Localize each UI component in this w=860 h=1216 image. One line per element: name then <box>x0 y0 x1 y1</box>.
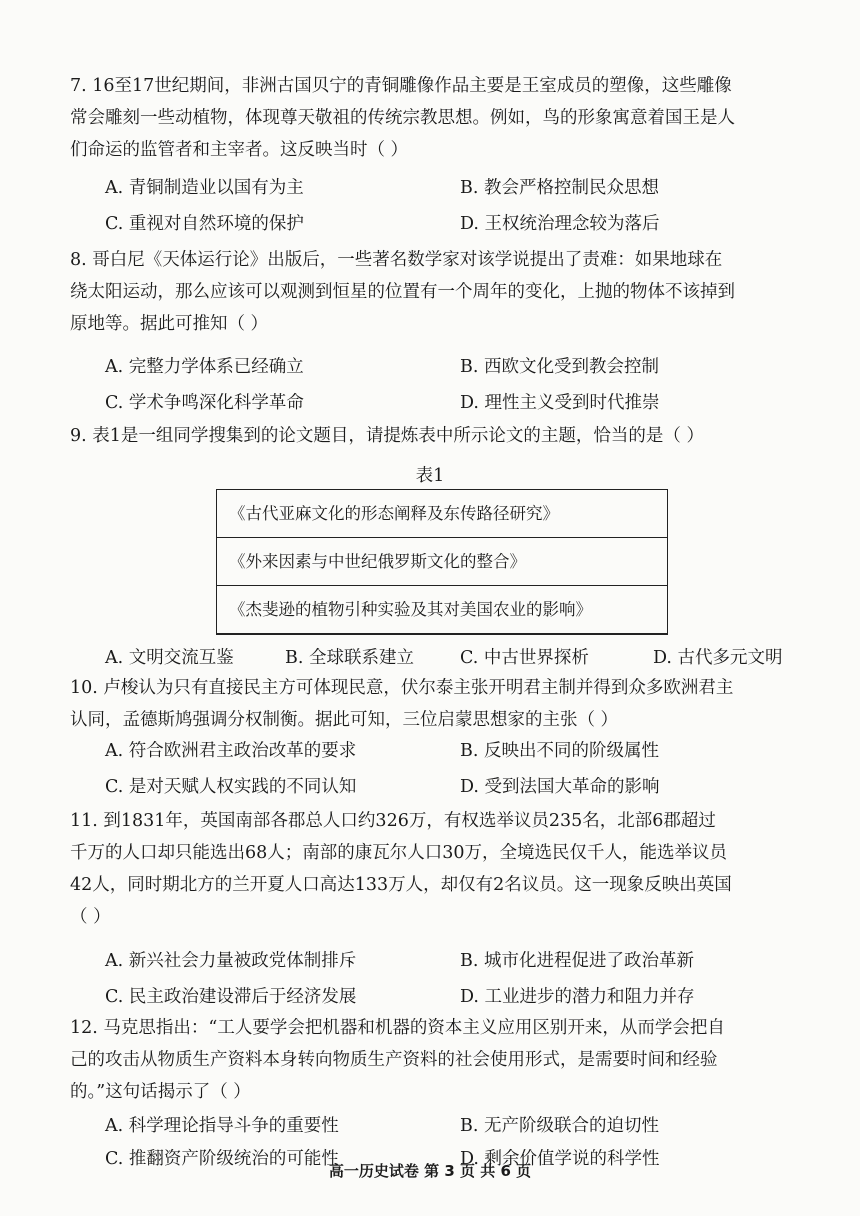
question-text-line: 12. 马克思指出：“工人要学会把机器和机器的资本主义应用区别开来，从而学会把自 <box>70 1018 725 1038</box>
paper-titles-table <box>216 489 668 635</box>
option-d[interactable]: D. 王权统治理念较为落后 <box>460 214 660 234</box>
question-7-options <box>105 172 825 244</box>
table-row: 《外来因素与中世纪俄罗斯文化的整合》 <box>217 538 667 586</box>
option-a[interactable]: A. 青铜制造业以国有为主 <box>105 178 304 198</box>
question-7 <box>70 70 815 166</box>
question-text-line: 11. 到1831年，英国南部各郡总人口约326万，有权选举议员235名，北部6郡超过 <box>70 811 716 831</box>
option-b[interactable]: B. 全球联系建立 <box>285 648 414 668</box>
table-caption: 表1 <box>415 466 445 486</box>
option-c[interactable]: C. 学术争鸣深化科学革命 <box>105 393 304 413</box>
table-row: 《杰斐逊的植物引种实验及其对美国农业的影响》 <box>229 600 592 619</box>
option-b[interactable]: B. 无产阶级联合的迫切性 <box>460 1116 659 1136</box>
question-text-line: 己的攻击从物质生产资料本身转向物质生产资料的社会使用形式，是需要时间和经验 <box>70 1050 718 1070</box>
question-text-line: 的。”这句话揭示了（ ） <box>70 1082 251 1102</box>
question-8 <box>70 244 815 340</box>
option-c[interactable]: C. 是对天赋人权实践的不同认知 <box>105 777 357 797</box>
option-a[interactable]: A. 文明交流互鉴 <box>105 648 234 668</box>
option-b[interactable]: B. 西欧文化受到教会控制 <box>460 357 659 377</box>
option-d[interactable]: D. 工业进步的潜力和阻力并存 <box>460 987 695 1007</box>
option-d[interactable]: D. 剩余价值学说的科学性 <box>460 1149 660 1169</box>
question-12 <box>70 1012 815 1108</box>
table-row: 《古代亚麻文化的形态阐释及东传路径研究》 <box>217 490 667 538</box>
option-d[interactable]: D. 古代多元文明 <box>653 648 783 668</box>
option-c[interactable]: C. 中古世界探析 <box>460 648 589 668</box>
option-c[interactable]: C. 推翻资产阶级统治的可能性 <box>105 1149 339 1169</box>
question-text-line: 7. 16至17世纪期间，非洲古国贝宁的青铜雕像作品主要是王室成员的塑像，这些雕像 <box>70 76 732 96</box>
option-c[interactable]: C. 重视对自然环境的保护 <box>105 214 304 234</box>
question-text-line: 常会雕刻一些动植物，体现尊天敬祖的传统宗教思想。例如，鸟的形象寓意着国王是人 <box>70 108 735 128</box>
page-footer: 高一历史试卷 第 3 页 共 6 页 <box>328 1162 532 1180</box>
option-d[interactable]: D. 受到法国大革命的影响 <box>460 777 660 797</box>
question-10-options <box>105 735 825 807</box>
question-8-options <box>105 351 825 423</box>
option-b[interactable]: B. 教会严格控制民众思想 <box>460 178 659 198</box>
question-text-line: （ ） <box>70 907 111 927</box>
question-9 <box>70 420 815 452</box>
question-11-options <box>105 945 825 1017</box>
question-text-line: 10. 卢梭认为只有直接民主方可体现民意，伏尔泰主张开明君主制并得到众多欧洲君主 <box>70 678 734 698</box>
option-a[interactable]: A. 新兴社会力量被政党体制排斥 <box>105 951 357 971</box>
question-text-line: 千万的人口却只能选出68人；南部的康瓦尔人口30万，全境选民仅千人，能选举议员 <box>70 843 728 863</box>
option-a[interactable]: A. 符合欧洲君主政治改革的要求 <box>105 741 357 761</box>
option-d[interactable]: D. 理性主义受到时代推崇 <box>460 393 660 413</box>
option-c[interactable]: C. 民主政治建设滞后于经济发展 <box>105 987 357 1007</box>
question-text-line: 绕太阳运动，那么应该可以观测到恒星的位置有一个周年的变化，上抛的物体不该掉到 <box>70 282 735 302</box>
option-a[interactable]: A. 完整力学体系已经确立 <box>105 357 304 377</box>
option-b[interactable]: B. 反映出不同的阶级属性 <box>460 741 659 761</box>
option-a[interactable]: A. 科学理论指导斗争的重要性 <box>105 1116 339 1136</box>
question-text-line: 原地等。据此可推知（ ） <box>70 314 269 334</box>
question-text-line: 8. 哥白尼《天体运行论》出版后，一些著名数学家对该学说提出了责难：如果地球在 <box>70 250 723 270</box>
question-text-line: 们命运的监管者和主宰者。这反映当时（ ） <box>70 140 409 160</box>
question-11 <box>70 805 815 933</box>
question-text-line: 42人，同时期北方的兰开夏人口高达133万人，却仅有2名议员。这一现象反映出英国 <box>70 875 732 895</box>
question-10 <box>70 672 815 736</box>
question-text-line: 认同，孟德斯鸠强调分权制衡。据此可知，三位启蒙思想家的主张（ ） <box>70 710 619 730</box>
question-text-line: 9. 表1是一组同学搜集到的论文题目，请提炼表中所示论文的主题，恰当的是（ ） <box>70 426 704 446</box>
option-b[interactable]: B. 城市化进程促进了政治革新 <box>460 951 694 971</box>
